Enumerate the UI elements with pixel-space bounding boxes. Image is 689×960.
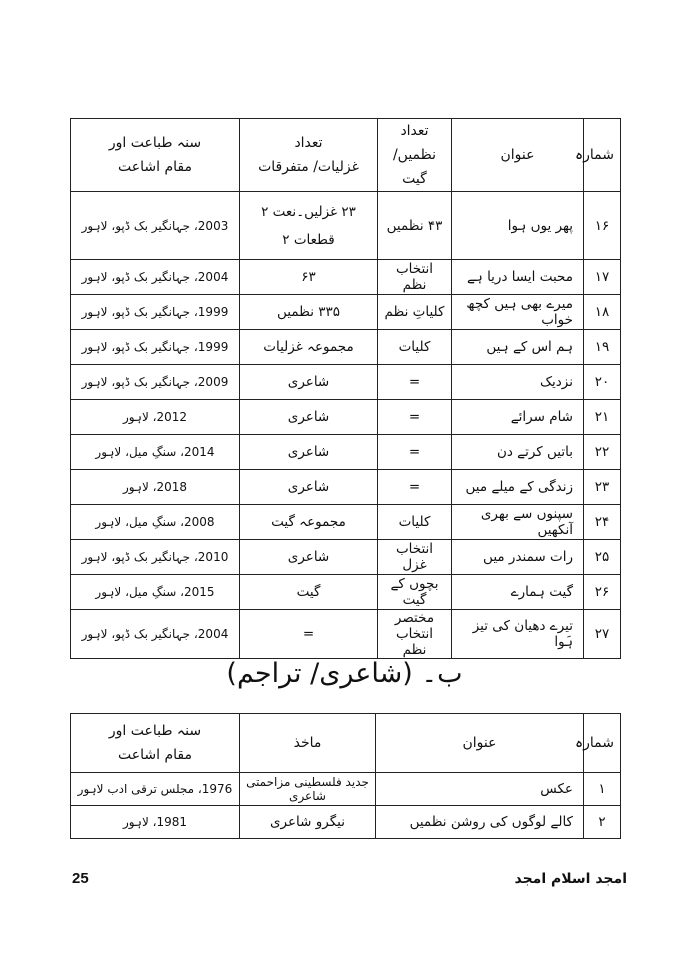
row-ghazals: شاعری — [240, 540, 378, 575]
row-publication: 1999، جہانگیر بک ڈپو، لاہور — [71, 330, 240, 365]
header-title: عنوان — [376, 714, 584, 773]
row-source: جدید فلسطینی مزاحمتی شاعری — [240, 773, 376, 806]
row-ghazals: گیت — [240, 575, 378, 610]
row-ghazals: شاعری — [240, 435, 378, 470]
table-row — [71, 435, 621, 470]
row-poems: کلیاتِ نظم — [378, 295, 452, 330]
row-number: ۱۹ — [584, 330, 621, 365]
row-publication: 2003، جہانگیر بک ڈپو، لاہور — [71, 192, 240, 260]
row-number: ۲۲ — [584, 435, 621, 470]
row-number: ۲۶ — [584, 575, 621, 610]
header-number: شمارہ — [584, 119, 621, 192]
table-row — [71, 470, 621, 505]
row-title: کالے لوگوں کی روشن نظمیں — [376, 806, 584, 839]
row-number: ۲۰ — [584, 365, 621, 400]
row-poems: ۴۳ نظمیں — [378, 192, 452, 260]
row-publication: 2008، سنگِ میل، لاہور — [71, 505, 240, 540]
header-pub-line2: مقام اشاعت — [118, 747, 192, 763]
table-row — [71, 610, 621, 659]
row-publication: 1999، جہانگیر بک ڈپو، لاہور — [71, 295, 240, 330]
row-poems: = — [378, 400, 452, 435]
row-publication: 2018، لاہور — [71, 470, 240, 505]
table-row — [71, 295, 621, 330]
row-title: باتیں کرتے دن — [452, 435, 584, 470]
row-poems: = — [378, 365, 452, 400]
row-poems: بچوں کے گیت — [378, 575, 452, 610]
row-number: ۱۶ — [584, 192, 621, 260]
row-number: ۲۵ — [584, 540, 621, 575]
row-ghazals: = — [240, 610, 378, 659]
table-row — [71, 505, 621, 540]
row-title: زندگی کے میلے میں — [452, 470, 584, 505]
row-publication: 2004، جہانگیر بک ڈپو، لاہور — [71, 260, 240, 295]
table-row — [71, 806, 621, 839]
table-row — [71, 260, 621, 295]
row-number: ۲۴ — [584, 505, 621, 540]
works-table-header — [71, 119, 621, 192]
row-ghazals: شاعری — [240, 365, 378, 400]
header-ghazals-line2: غزلیات/ متفرقات — [258, 159, 359, 175]
row-ghazals: شاعری — [240, 400, 378, 435]
row-ghazals: ۳۳۵ نظمیں — [240, 295, 378, 330]
row-number: ۲۱ — [584, 400, 621, 435]
row-ghazals-line1: ۲۳ غزلیں۔نعت ۲ — [261, 203, 356, 220]
header-number: شمارہ — [584, 714, 621, 773]
row-poems: انتخاب نظم — [378, 260, 452, 295]
row-title: رات سمندر میں — [452, 540, 584, 575]
row-number: ۲ — [584, 806, 621, 839]
row-publication: 1981، لاہور — [71, 806, 240, 839]
row-publication: 2012، لاہور — [71, 400, 240, 435]
header-pub-line2: مقام اشاعت — [118, 159, 192, 175]
header-poems — [378, 119, 452, 192]
header-publication — [71, 714, 240, 773]
header-poems-line1: تعداد — [400, 123, 429, 139]
row-ghazals-line2: قطعات ۲ — [282, 231, 335, 248]
table-row — [71, 192, 621, 260]
row-number: ۲۷ — [584, 610, 621, 659]
table-row — [71, 400, 621, 435]
row-ghazals: مجموعہ غزلیات — [240, 330, 378, 365]
row-publication: 2010، جہانگیر بک ڈپو، لاہور — [71, 540, 240, 575]
header-title: عنوان — [452, 119, 584, 192]
page-number: 25 — [72, 870, 89, 887]
section-title: ب۔ (شاعری/ تراجم) — [226, 658, 463, 689]
row-poems: مختصر انتخاب نظم — [378, 610, 452, 659]
translations-table-body — [71, 773, 621, 839]
works-table-body — [71, 192, 621, 659]
row-number: ۱۸ — [584, 295, 621, 330]
row-publication: 2009، جہانگیر بک ڈپو، لاہور — [71, 365, 240, 400]
row-poems: کلیات — [378, 505, 452, 540]
header-ghazals-line1: تعداد — [294, 135, 323, 151]
row-title: عکس — [376, 773, 584, 806]
table-row — [71, 330, 621, 365]
author-name: امجد اسلام امجد — [514, 871, 627, 887]
row-poems: = — [378, 470, 452, 505]
row-number: ۲۳ — [584, 470, 621, 505]
translations-table — [70, 713, 621, 839]
row-ghazals — [240, 192, 378, 260]
row-publication: 1976، مجلس ترقی ادب لاہور — [71, 773, 240, 806]
row-title: پھر یوں ہوا — [452, 192, 584, 260]
row-title: محبت ایسا دریا ہے — [452, 260, 584, 295]
table-row — [71, 540, 621, 575]
row-number: ۱۷ — [584, 260, 621, 295]
row-poems: = — [378, 435, 452, 470]
header-pub-line1: سنہ طباعت اور — [108, 135, 202, 151]
header-pub-line1: سنہ طباعت اور — [108, 723, 202, 739]
table-row — [71, 773, 621, 806]
row-title: گیت ہمارے — [452, 575, 584, 610]
translations-table-header — [71, 714, 621, 773]
row-title: نزدیک — [452, 365, 584, 400]
row-publication: 2004، جہانگیر بک ڈپو، لاہور — [71, 610, 240, 659]
row-title: میرے بھی ہیں کچھ خواب — [452, 295, 584, 330]
row-poems: کلیات — [378, 330, 452, 365]
row-source: نیگرو شاعری — [240, 806, 376, 839]
row-number: ۱ — [584, 773, 621, 806]
row-publication: 2015، سنگِ میل، لاہور — [71, 575, 240, 610]
row-ghazals: ۶۳ — [240, 260, 378, 295]
header-ghazals — [240, 119, 378, 192]
row-publication: 2014، سنگِ میل، لاہور — [71, 435, 240, 470]
row-ghazals: شاعری — [240, 470, 378, 505]
row-title: تیرے دھیان کی تیز ہَوا — [452, 610, 584, 659]
table-row — [71, 575, 621, 610]
row-title: شام سرائے — [452, 400, 584, 435]
header-source: ماخذ — [240, 714, 376, 773]
row-title: سپنوں سے بھری آنکھیں — [452, 505, 584, 540]
header-publication — [71, 119, 240, 192]
header-poems-line2: نظمیں/گیت — [392, 147, 437, 187]
works-table — [70, 118, 621, 659]
row-poems: انتخاب غزل — [378, 540, 452, 575]
row-title: ہم اس کے ہیں — [452, 330, 584, 365]
table-row — [71, 365, 621, 400]
row-ghazals: مجموعہ گیت — [240, 505, 378, 540]
